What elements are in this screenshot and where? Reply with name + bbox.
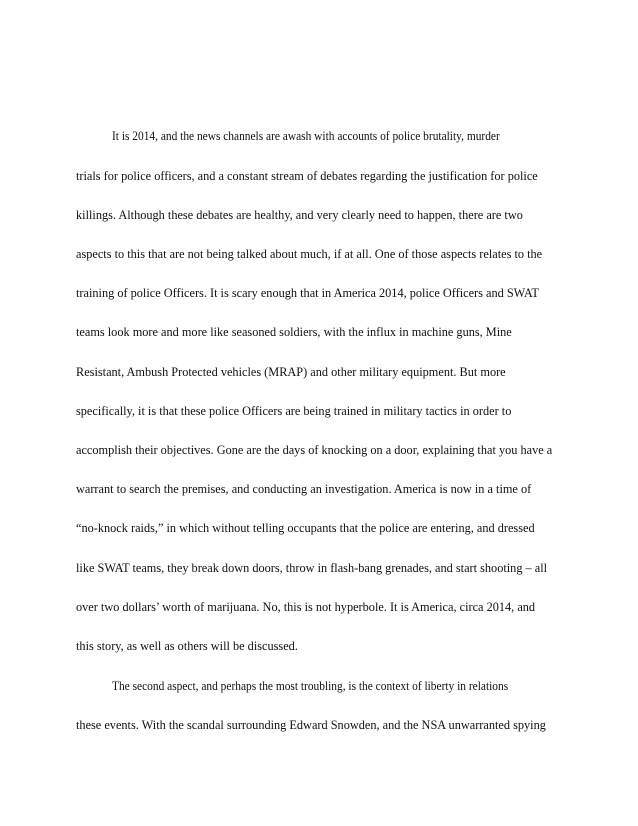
text-line: over two dollars’ worth of marijuana. No, this is not hyperbole. It is America, circa 2014, and — [76, 600, 536, 614]
text-line: The second aspect, and perhaps the most troubling, is the context of liberty in relations — [112, 679, 509, 693]
text-line: like SWAT teams, they break down doors, throw in flash-bang grenades, and start shooting – all — [76, 561, 548, 575]
text-line: killings. Although these debates are healthy, and very clearly need to happen, there are two — [76, 208, 523, 222]
text-line: trials for police officers, and a constant stream of debates regarding the justification for police — [76, 169, 538, 183]
text-line: these events. With the scandal surrounding Edward Snowden, and the NSA unwarranted spying — [76, 718, 546, 732]
text-line: accomplish their objectives. Gone are the days of knocking on a door, explaining that you have a — [76, 443, 553, 457]
text-line: this story, as well as others will be discussed. — [76, 639, 298, 653]
text-line: teams look more and more like seasoned soldiers, with the influx in machine guns, Mine — [76, 325, 512, 339]
text-line: aspects to this that are not being talked about much, if at all. One of those aspects relates to the — [76, 247, 543, 261]
text-line: specifically, it is that these police Officers are being trained in military tactics in order to — [76, 404, 512, 418]
text-line: It is 2014, and the news channels are awash with accounts of police brutality, murder — [112, 129, 500, 143]
text-line: training of police Officers. It is scary enough that in America 2014, police Officers and SWAT — [76, 286, 539, 300]
text-line: “no-knock raids,” in which without telling occupants that the police are entering, and dressed — [76, 521, 535, 535]
text-line: warrant to search the premises, and conducting an investigation. America is now in a time of — [76, 482, 532, 496]
text-line: Resistant, Ambush Protected vehicles (MRAP) and other military equipment. But more — [76, 365, 506, 379]
